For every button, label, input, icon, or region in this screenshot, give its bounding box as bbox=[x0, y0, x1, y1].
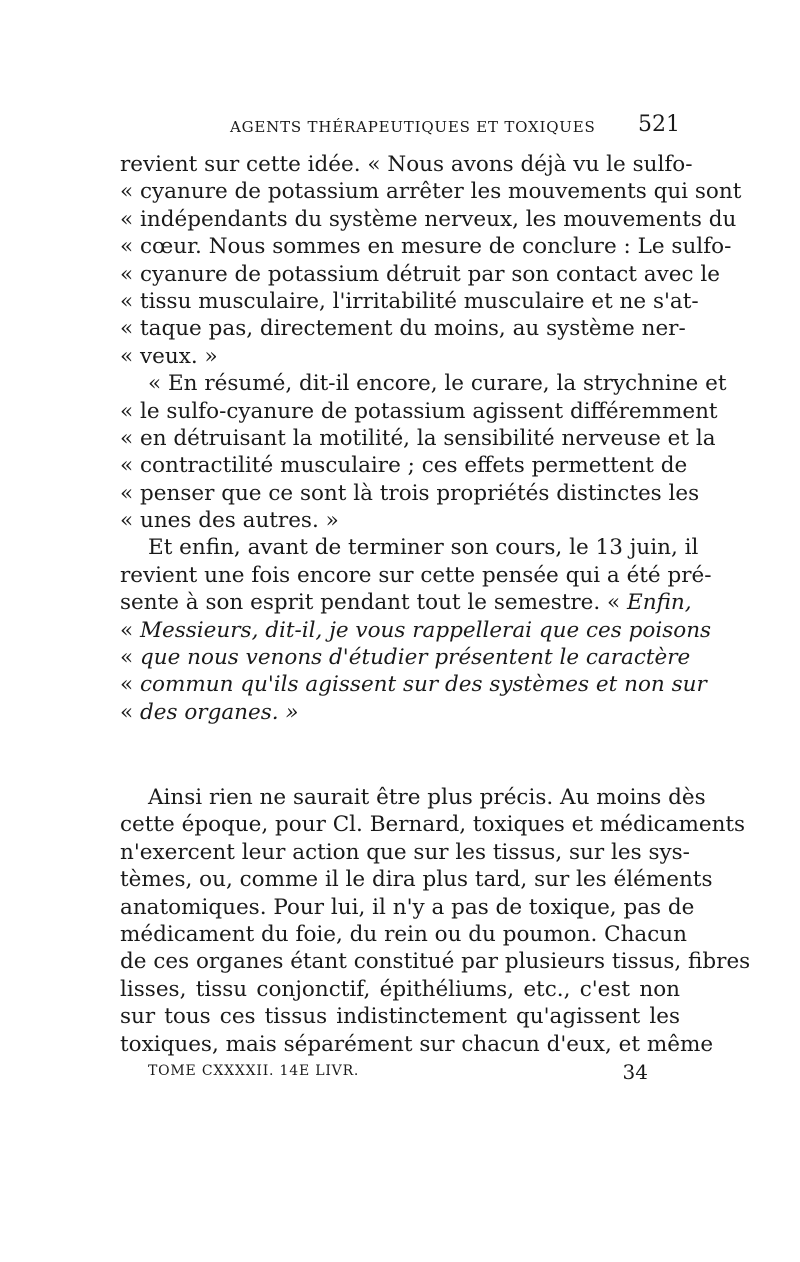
text-segment: « bbox=[120, 672, 140, 698]
text-line: « unes des autres. » bbox=[120, 508, 339, 534]
page-header bbox=[118, 112, 680, 142]
text-line: « contractilité musculaire ; ces effets permettent de bbox=[120, 453, 688, 479]
italic-segment: des organes. » bbox=[140, 699, 299, 725]
text-line: de ces organes étant constitué par plusieurs tissus, fibres bbox=[120, 949, 751, 975]
text-segment: « bbox=[120, 699, 140, 725]
sheet-number: 34 bbox=[622, 1060, 648, 1084]
text-line: « tissu musculaire, l'irritabilité musculaire et ne s'at- bbox=[120, 288, 699, 314]
text-line bbox=[120, 644, 691, 671]
text-line: anatomiques. Pour lui, il n'y a pas de toxique, pas de bbox=[120, 894, 695, 920]
text-line: tèmes, ou, comme il le dira plus tard, sur les éléments bbox=[120, 867, 713, 893]
quoted-passage bbox=[120, 151, 742, 726]
text-line bbox=[120, 671, 707, 698]
italic-segment: commun qu'ils agissent sur des systèmes et non sur bbox=[140, 672, 707, 698]
text-line: cette époque, pour Cl. Bernard, toxiques et médicaments bbox=[120, 812, 746, 838]
text-line bbox=[120, 589, 692, 616]
signature-mark: TOME CXXXXII. 14E LIVR. bbox=[148, 1063, 360, 1079]
text-line: n'exercent leur action que sur les tissus, sur les sys- bbox=[120, 839, 690, 865]
italic-segment: Enfin, bbox=[627, 590, 692, 616]
text-line: revient une fois encore sur cette pensée qui a été pré- bbox=[120, 562, 712, 588]
italic-segment: Messieurs, dit-il, je vous rappellerai que ces poisons bbox=[140, 617, 712, 643]
text-line bbox=[120, 617, 712, 644]
text-line: « indépendants du système nerveux, les mouvements du bbox=[120, 206, 737, 232]
text-line: « cœur. Nous sommes en mesure de conclure : Le sulfo- bbox=[120, 234, 732, 260]
text-line: « en détruisant la motilité, la sensibilité nerveuse et la bbox=[120, 425, 716, 451]
running-title: AGENTS THÉRAPEUTIQUES ET TOXIQUES bbox=[230, 118, 596, 136]
text-segment: « bbox=[120, 645, 140, 671]
text-line: « penser que ce sont là trois propriétés distinctes les bbox=[120, 480, 700, 506]
text-line: « taque pas, directement du moins, au système ner- bbox=[120, 316, 686, 342]
text-line: revient sur cette idée. « Nous avons déjà vu le sulfo- bbox=[120, 152, 693, 177]
text-line: « cyanure de potassium détruit par son contact avec le bbox=[120, 261, 720, 287]
text-segment: « bbox=[120, 617, 140, 643]
text-line: Et enfin, avant de terminer son cours, le 13 juin, il bbox=[148, 535, 699, 561]
text-line: « le sulfo-cyanure de potassium agissent différemment bbox=[120, 398, 718, 424]
commentary-paragraph bbox=[120, 784, 751, 1058]
text-line: « cyanure de potassium arrêter les mouvements qui sont bbox=[120, 179, 742, 205]
text-line: sur tous ces tissus indistinctement qu'agissent les bbox=[120, 1004, 680, 1030]
text-segment: sente à son esprit pendant tout le semestre. « bbox=[120, 590, 621, 616]
text-line: toxiques, mais séparément sur chacun d'eux, et même bbox=[120, 1031, 714, 1057]
text-line: « veux. » bbox=[120, 343, 218, 369]
text-line: « En résumé, dit-il encore, le curare, la strychnine et bbox=[148, 371, 727, 397]
text-line: lisses, tissu conjonctif, épithéliums, etc., c'est non bbox=[120, 976, 680, 1002]
text-line: Ainsi rien ne saurait être plus précis. Au moins dès bbox=[148, 785, 706, 810]
text-line: médicament du foie, du rein ou du poumon. Chacun bbox=[120, 921, 687, 947]
text-line bbox=[120, 699, 680, 726]
page-footer bbox=[148, 1060, 648, 1084]
page-number: 521 bbox=[638, 112, 680, 137]
italic-segment: que nous venons d'étudier présentent le caractère bbox=[140, 645, 691, 671]
